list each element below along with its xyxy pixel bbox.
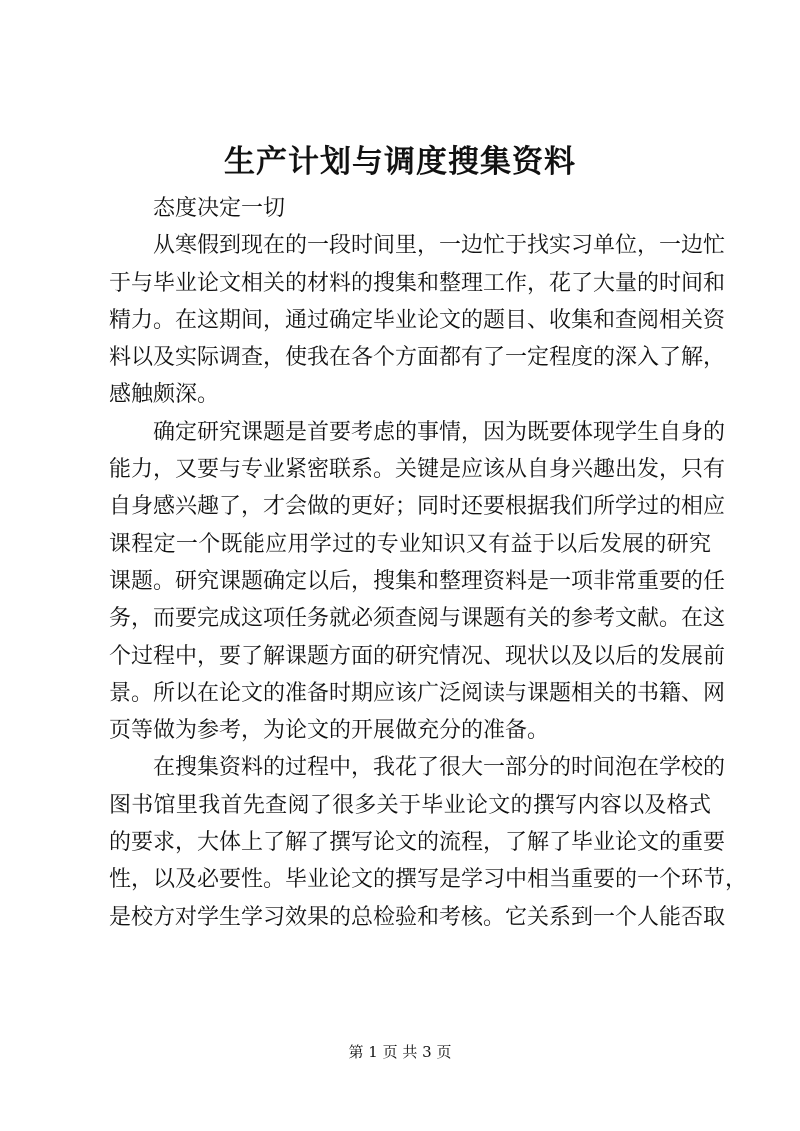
- text-line: 在搜集资料的过程中，我花了很大一部分的时间泡在学校的: [153, 755, 726, 781]
- document-body: [109, 190, 748, 936]
- text-line: 性，以及必要性。毕业论文的撰写是学习中相当重要的一个环节，: [109, 867, 748, 893]
- text-line: 页等做为参考，为论文的开展做充分的准备。: [109, 718, 550, 744]
- text-line: 课程定一个既能应用学过的专业知识又有益于以后发展的研究: [109, 531, 711, 557]
- text-line: 图书馆里我首先查阅了很多关于毕业论文的撰写内容以及格式: [109, 792, 711, 818]
- text-line: 确定研究课题是首要考虑的事情，因为既要体现学生自身的: [153, 419, 726, 445]
- text-line: 课题。研究课题确定以后，搜集和整理资料是一项非常重要的任: [109, 568, 726, 594]
- text-line: 精力。在这期间，通过确定毕业论文的题目、收集和查阅相关资: [109, 307, 726, 333]
- text-line: 能力，又要与专业紧密联系。关键是应该从自身兴趣出发，只有: [109, 457, 726, 483]
- page-footer: 第 1 页 共 3 页: [348, 1043, 452, 1061]
- text-line: 感触颇深。: [109, 382, 220, 408]
- text-line: 是校方对学生学习效果的总检验和考核。它关系到一个人能否取: [109, 904, 726, 930]
- text-line: 从寒假到现在的一段时间里，一边忙于找实习单位，一边忙: [153, 233, 726, 259]
- text-line: 态度决定一切: [153, 196, 286, 221]
- document-title: 生产计划与调度搜集资料: [224, 144, 576, 180]
- text-line: 料以及实际调查，使我在各个方面都有了一定程度的深入了解，: [109, 345, 726, 371]
- text-line: 的要求，大体上了解了撰写论文的流程，了解了毕业论文的重要: [109, 830, 726, 856]
- text-line: 务，而要完成这项任务就必须查阅与课题有关的参考文献。在这: [109, 606, 726, 632]
- text-line: 个过程中，要了解课题方面的研究情况、现状以及以后的发展前: [109, 643, 726, 669]
- text-line: 自身感兴趣了，才会做的更好；同时还要根据我们所学过的相应: [109, 494, 726, 520]
- text-line: 于与毕业论文相关的材料的搜集和整理工作，花了大量的时间和: [109, 270, 726, 296]
- text-line: 景。所以在论文的准备时期应该广泛阅读与课题相关的书籍、网: [109, 680, 726, 706]
